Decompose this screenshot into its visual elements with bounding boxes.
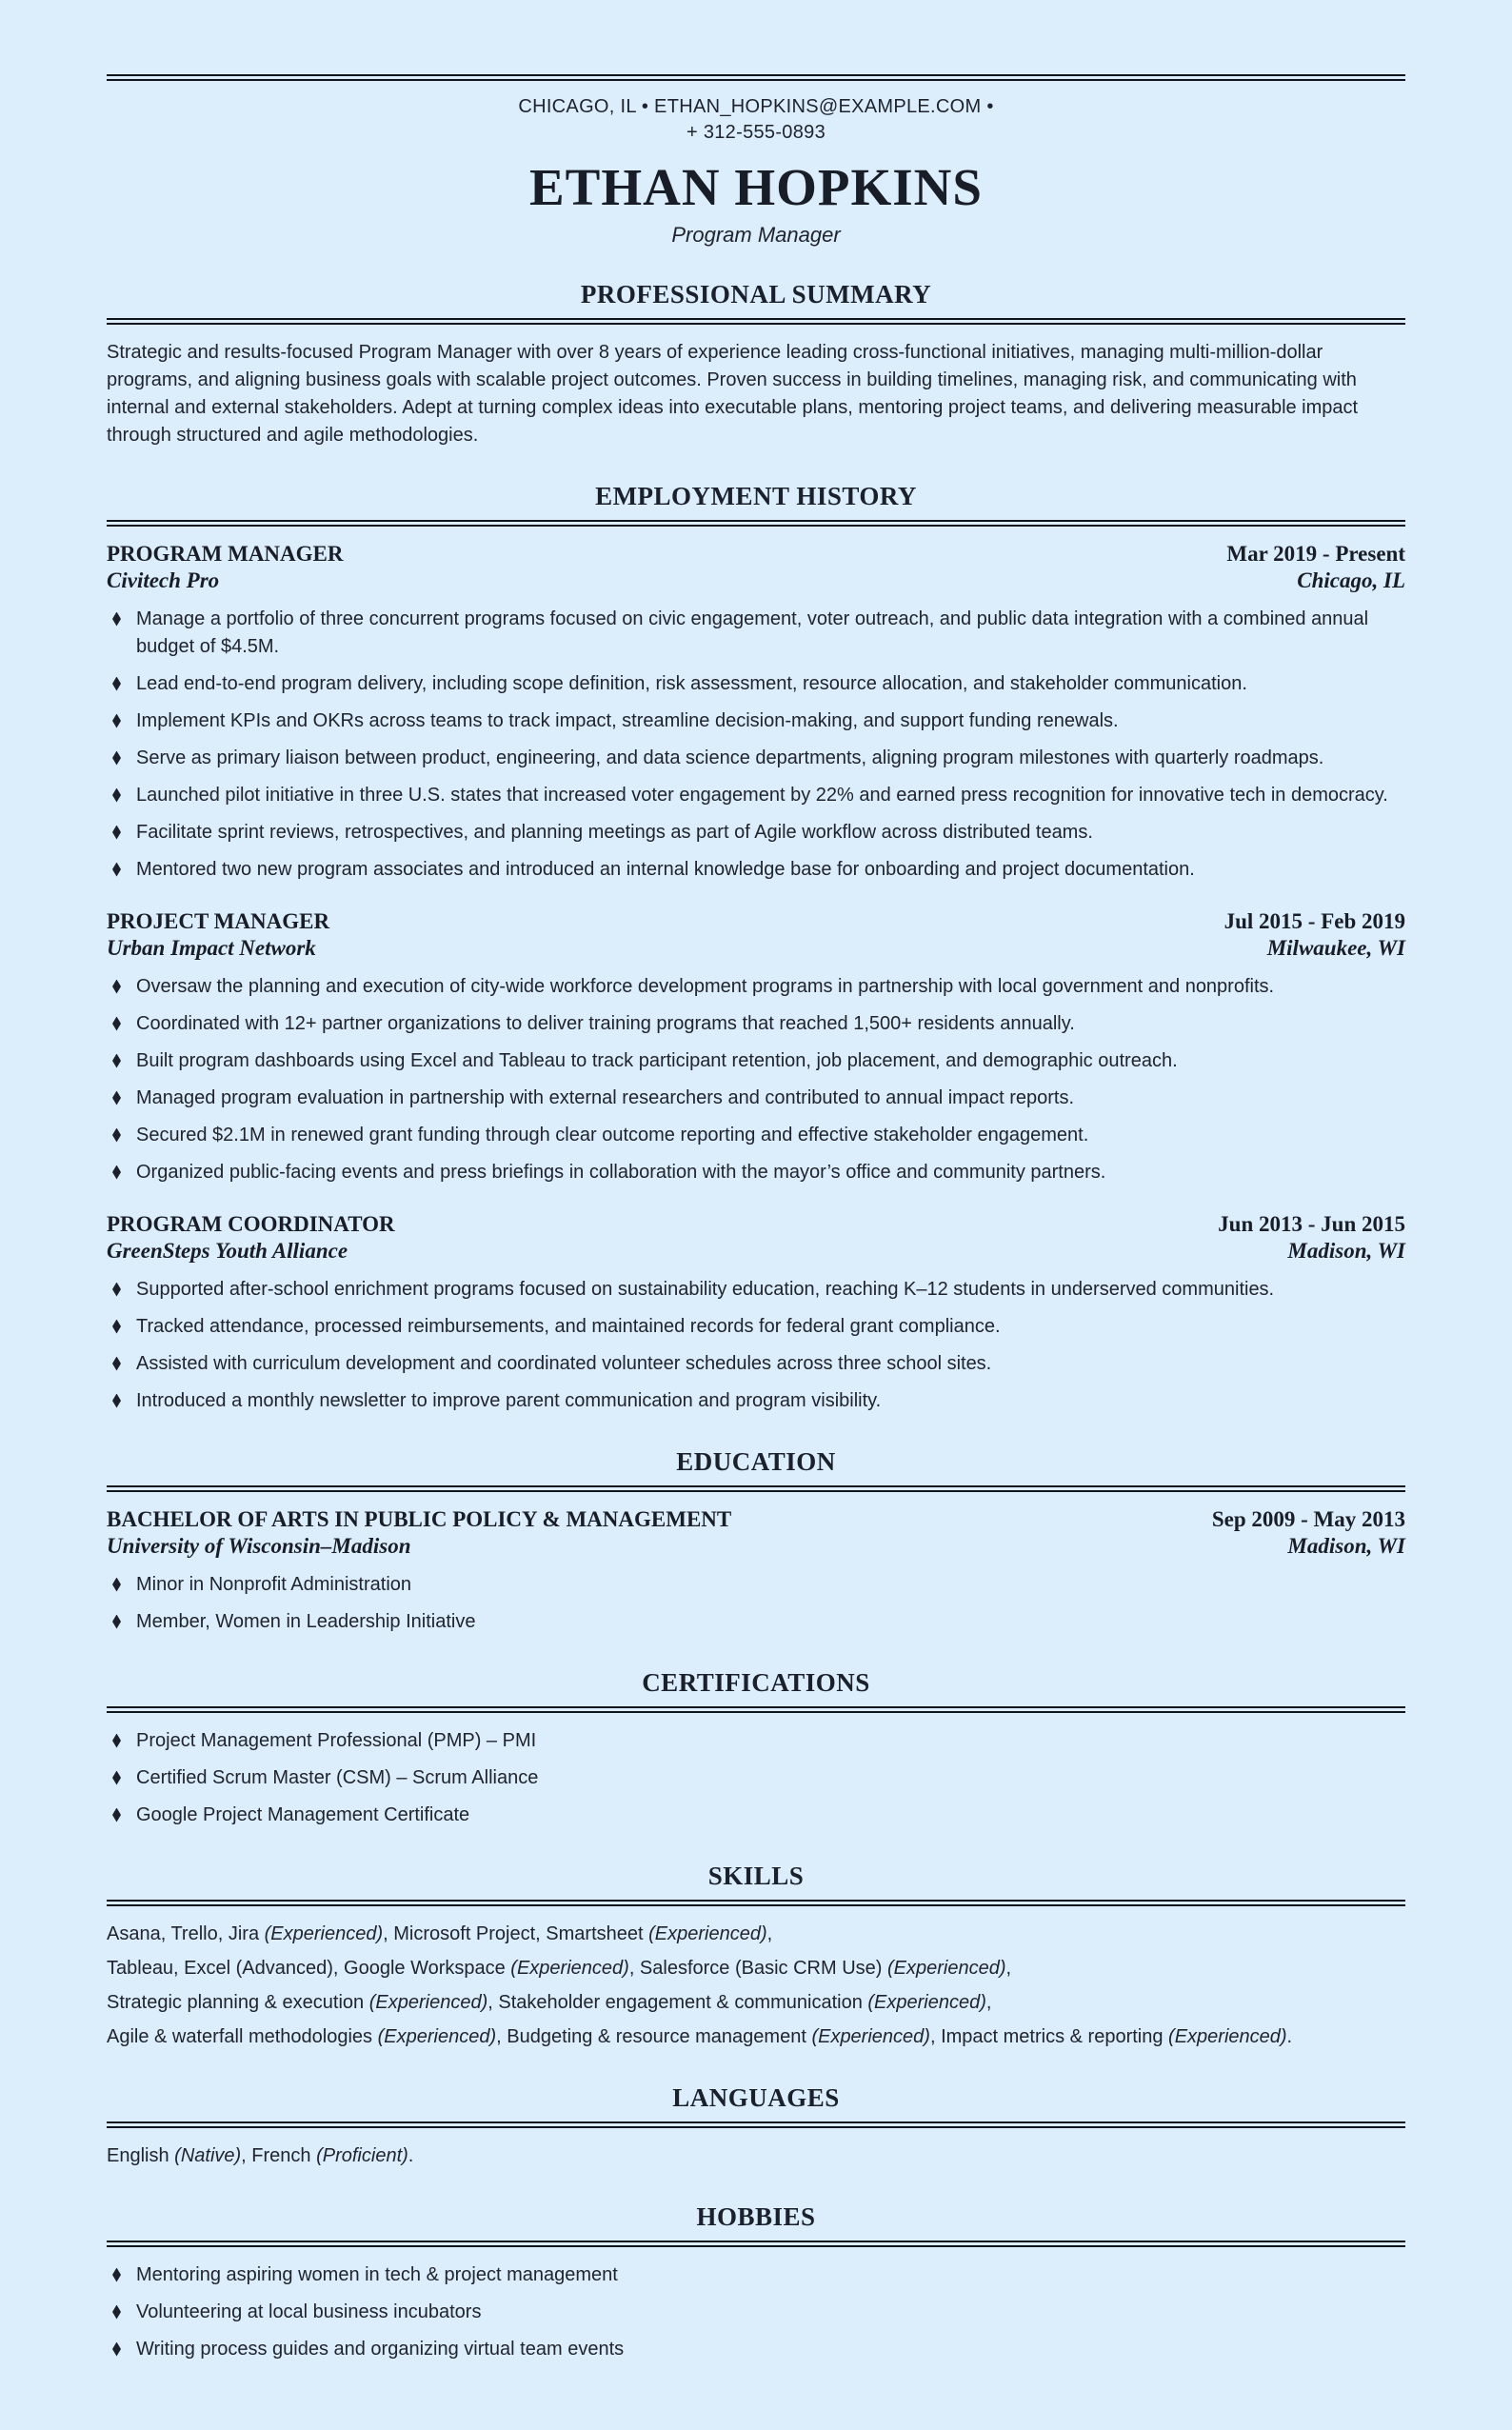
certifications-rule: [107, 1706, 1405, 1713]
job-title-row: [107, 908, 1405, 935]
certifications-body: [107, 1727, 1405, 1829]
bullet-item: [107, 782, 1405, 809]
hobbies-body: [107, 2261, 1405, 2363]
bullet-diamond-icon: [112, 863, 121, 877]
job-bullet-list: [107, 973, 1405, 1186]
summary-heading: PROFESSIONAL SUMMARY: [580, 279, 932, 309]
bullet-text: Writing process guides and organizing virtual team events: [136, 2338, 625, 2360]
bullet-item: [107, 1276, 1405, 1304]
skills-line: [107, 2023, 1405, 2051]
text-run: Strategic planning & execution: [107, 1991, 369, 2013]
summary-rule: [107, 318, 1405, 325]
text-run: , Impact metrics & reporting: [929, 2025, 1169, 2047]
bullet-diamond-icon: [112, 1578, 121, 1592]
section-summary: [107, 280, 1405, 449]
bullet-text: Secured $2.1M in renewed grant funding through clear outcome reporting and effective stakeholder engagement.: [136, 1124, 1089, 1145]
job-company: Civitech Pro: [107, 568, 220, 592]
bullet-text: Manage a portfolio of three concurrent programs focused on civic engagement, voter outreach, and public data integration with a combined annual budget of $4.5M.: [136, 608, 1369, 657]
bullet-diamond-icon: [112, 1091, 121, 1105]
text-run: (Experienced): [368, 1991, 488, 2013]
bullet-item: [107, 1010, 1405, 1038]
bullet-diamond-icon: [112, 612, 121, 627]
job-title: PROGRAM COORDINATOR: [107, 1211, 395, 1236]
contact-line-1: CHICAGO, IL • ETHAN_HOPKINS@EXAMPLE.COM •: [518, 96, 994, 117]
job-title: PROGRAM MANAGER: [107, 541, 344, 566]
education-body: [107, 1506, 1405, 1636]
bullet-diamond-icon: [112, 1283, 121, 1297]
bullet-item: [107, 1571, 1405, 1599]
bullet-diamond-icon: [112, 1808, 121, 1822]
section-education: [107, 1447, 1405, 1636]
skills-line: [107, 1989, 1405, 2017]
top-double-rule: [107, 74, 1405, 81]
job-bullet-list: [107, 1276, 1405, 1415]
text-run: (Proficient): [316, 2144, 408, 2166]
education-location: Madison, WI: [1287, 1533, 1405, 1558]
hobbies-rule: [107, 2241, 1405, 2247]
education-dates: Sep 2009 - May 2013: [1211, 1506, 1405, 1531]
education-degree: BACHELOR OF ARTS IN PUBLIC POLICY & MANAGEMENT: [107, 1506, 732, 1531]
employment-heading: EMPLOYMENT HISTORY: [595, 481, 917, 510]
languages-body: [107, 2142, 1405, 2170]
section-hobbies: [107, 2202, 1405, 2363]
hobbies-heading: HOBBIES: [696, 2201, 816, 2231]
bullet-item: [107, 1313, 1405, 1341]
bullet-text: Supported after-school enrichment programs focused on sustainability education, reaching K–12 students in underserved communities.: [136, 1278, 1275, 1300]
text-run: (Experienced): [510, 1957, 629, 1979]
education-school-row: [107, 1533, 1405, 1560]
text-run: Agile & waterfall methodologies: [107, 2025, 378, 2047]
bullet-text: Built program dashboards using Excel and Tableau to track participant retention, job placement, and demographic outreach.: [136, 1049, 1178, 1071]
bullet-text: Assisted with curriculum development and coordinated volunteer schedules across three school sites.: [136, 1352, 992, 1374]
section-certifications: [107, 1668, 1405, 1829]
bullet-item: [107, 606, 1405, 661]
text-run: English: [107, 2144, 175, 2166]
job-entry: [107, 908, 1405, 1186]
text-run: Tableau, Excel (Advanced), Google Workspace: [107, 1957, 511, 1979]
job-entry: [107, 1211, 1405, 1415]
bullet-item: [107, 745, 1405, 772]
bullet-diamond-icon: [112, 751, 121, 766]
resume-page: [107, 0, 1405, 2430]
bullet-diamond-icon: [112, 1017, 121, 1031]
bullet-item: [107, 2261, 1405, 2289]
bullet-item: [107, 819, 1405, 847]
bullet-text: Minor in Nonprofit Administration: [136, 1573, 412, 1595]
text-run: .: [408, 2144, 414, 2166]
bullet-diamond-icon: [112, 714, 121, 728]
education-entry: [107, 1506, 1405, 1636]
certifications-heading: CERTIFICATIONS: [642, 1667, 870, 1697]
employment-rule: [107, 520, 1405, 527]
candidate-title: Program Manager: [671, 222, 841, 247]
header: [107, 94, 1405, 248]
bullet-item: [107, 1387, 1405, 1415]
bullet-text: Volunteering at local business incubators: [136, 2301, 482, 2322]
text-run: , Microsoft Project, Smartsheet: [383, 1922, 649, 1944]
job-title-row: [107, 541, 1405, 568]
bullet-item: [107, 707, 1405, 735]
bullet-text: Managed program evaluation in partnership with external researchers and contributed to annual impact reports.: [136, 1086, 1074, 1108]
job-company-row: [107, 935, 1405, 962]
text-run: (Experienced): [867, 1991, 986, 2013]
bullet-diamond-icon: [112, 1165, 121, 1180]
bullet-item: [107, 1727, 1405, 1755]
job-dates: Mar 2019 - Present: [1226, 541, 1405, 566]
text-run: (Experienced): [264, 1922, 384, 1944]
section-skills: [107, 1862, 1405, 2051]
skills-line: [107, 1955, 1405, 1982]
text-run: ,: [985, 1991, 992, 2013]
text-run: (Experienced): [811, 2025, 930, 2047]
bullet-diamond-icon: [112, 1615, 121, 1629]
bullet-text: Introduced a monthly newsletter to improve parent communication and program visibility.: [136, 1389, 882, 1411]
skills-body: [107, 1921, 1405, 2051]
bullet-text: Coordinated with 12+ partner organizations to deliver training programs that reached 1,500+ residents annually.: [136, 1012, 1075, 1034]
job-location: Chicago, IL: [1297, 568, 1405, 592]
bullet-diamond-icon: [112, 826, 121, 840]
skills-heading: SKILLS: [707, 1861, 805, 1890]
text-run: (Native): [174, 2144, 242, 2166]
bullet-item: [107, 1085, 1405, 1112]
contact-line-2: + 312-555-0893: [686, 122, 826, 143]
skills-rule: [107, 1900, 1405, 1906]
bullet-item: [107, 1608, 1405, 1636]
text-run: , Salesforce (Basic CRM Use): [628, 1957, 887, 1979]
bullet-item: [107, 2299, 1405, 2326]
job-title: PROJECT MANAGER: [107, 908, 330, 933]
education-degree-row: [107, 1506, 1405, 1533]
bullet-item: [107, 973, 1405, 1001]
bullet-diamond-icon: [112, 1128, 121, 1143]
bullet-diamond-icon: [112, 2342, 121, 2357]
languages-line: [107, 2142, 1405, 2170]
section-employment: [107, 482, 1405, 1415]
bullet-item: [107, 1122, 1405, 1149]
text-run: ,: [1005, 1957, 1012, 1979]
bullet-text: Organized public-facing events and press briefings in collaboration with the mayor’s office and community partners.: [136, 1161, 1106, 1183]
bullet-text: Implement KPIs and OKRs across teams to track impact, streamline decision-making, and support funding renewals.: [136, 709, 1119, 731]
text-run: (Experienced): [648, 1922, 767, 1944]
bullet-item: [107, 1764, 1405, 1792]
bullet-text: Mentoring aspiring women in tech & project management: [136, 2263, 618, 2285]
bullet-diamond-icon: [112, 1054, 121, 1068]
bullet-item: [107, 1159, 1405, 1186]
job-location: Madison, WI: [1287, 1238, 1405, 1263]
bullet-diamond-icon: [112, 2305, 121, 2320]
bullet-text: Member, Women in Leadership Initiative: [136, 1610, 476, 1632]
bullet-text: Lead end-to-end program delivery, including scope definition, risk assessment, resource allocation, and stakeholder communication.: [136, 672, 1247, 694]
job-dates: Jul 2015 - Feb 2019: [1224, 908, 1405, 933]
text-run: (Experienced): [377, 2025, 497, 2047]
job-company: Urban Impact Network: [107, 935, 316, 960]
hobbies-list: [107, 2261, 1405, 2363]
text-run: .: [1286, 2025, 1293, 2047]
text-run: , French: [241, 2144, 317, 2166]
skills-line: [107, 1921, 1405, 1948]
education-bullet-list: [107, 1571, 1405, 1636]
bullet-diamond-icon: [112, 788, 121, 803]
bullet-item: [107, 1047, 1405, 1075]
languages-heading: LANGUAGES: [672, 2082, 840, 2112]
job-company-row: [107, 1238, 1405, 1265]
bullet-text: Project Management Professional (PMP) – PMI: [136, 1729, 537, 1751]
text-run: , Stakeholder engagement & communication: [487, 1991, 868, 2013]
bullet-diamond-icon: [112, 677, 121, 691]
job-company: GreenSteps Youth Alliance: [107, 1238, 348, 1263]
employment-body: [107, 541, 1405, 1415]
text-run: ,: [766, 1922, 773, 1944]
languages-rule: [107, 2121, 1405, 2128]
job-entry: [107, 541, 1405, 884]
candidate-name: ETHAN HOPKINS: [529, 158, 983, 216]
bullet-text: Serve as primary liaison between product, engineering, and data science departments, aligning program milestones with quarterly roadmaps.: [136, 747, 1324, 768]
bullet-diamond-icon: [112, 1734, 121, 1748]
job-bullet-list: [107, 606, 1405, 884]
education-school: University of Wisconsin–Madison: [107, 1533, 411, 1558]
bullet-text: Certified Scrum Master (CSM) – Scrum Alliance: [136, 1766, 539, 1788]
summary-text: Strategic and results-focused Program Manager with over 8 years of experience leading cross-functional initiatives, managing multi-million-dollar programs, and aligning business goals with scalable project outcomes. Proven success in building timelines, managing risk, and communicating with internal and external stakeholders. Adept at turning complex ideas into executable plans, mentoring project teams, and delivering measurable impact through structured and agile methodologies.: [107, 341, 1359, 446]
education-rule: [107, 1485, 1405, 1492]
job-dates: Jun 2013 - Jun 2015: [1218, 1211, 1405, 1236]
bullet-diamond-icon: [112, 1320, 121, 1334]
bullet-diamond-icon: [112, 2268, 121, 2282]
text-run: (Experienced): [886, 1957, 1006, 1979]
bullet-text: Tracked attendance, processed reimbursements, and maintained records for federal grant compliance.: [136, 1315, 1001, 1337]
section-languages: [107, 2083, 1405, 2170]
job-location: Milwaukee, WI: [1266, 935, 1405, 960]
bullet-text: Facilitate sprint reviews, retrospectives, and planning meetings as part of Agile workflow across distributed teams.: [136, 821, 1093, 843]
text-run: , Budgeting & resource management: [496, 2025, 812, 2047]
bullet-diamond-icon: [112, 1771, 121, 1785]
bullet-item: [107, 856, 1405, 884]
bullet-item: [107, 670, 1405, 698]
education-heading: EDUCATION: [676, 1446, 836, 1476]
job-company-row: [107, 568, 1405, 594]
bullet-text: Launched pilot initiative in three U.S. states that increased voter engagement by 22% and earned press recognition for innovative tech in democracy.: [136, 784, 1388, 806]
bullet-diamond-icon: [112, 1357, 121, 1371]
job-title-row: [107, 1211, 1405, 1238]
certifications-list: [107, 1727, 1405, 1829]
text-run: (Experienced): [1168, 2025, 1287, 2047]
bullet-item: [107, 1350, 1405, 1378]
bullet-diamond-icon: [112, 1394, 121, 1408]
bullet-text: Mentored two new program associates and introduced an internal knowledge base for onboarding and project documentation.: [136, 858, 1195, 880]
bullet-text: Oversaw the planning and execution of city-wide workforce development programs in partnership with local government and nonprofits.: [136, 975, 1275, 997]
bullet-item: [107, 2336, 1405, 2363]
bullet-text: Google Project Management Certificate: [136, 1803, 470, 1825]
text-run: Asana, Trello, Jira: [107, 1922, 265, 1944]
bullet-item: [107, 1802, 1405, 1829]
bullet-diamond-icon: [112, 980, 121, 994]
